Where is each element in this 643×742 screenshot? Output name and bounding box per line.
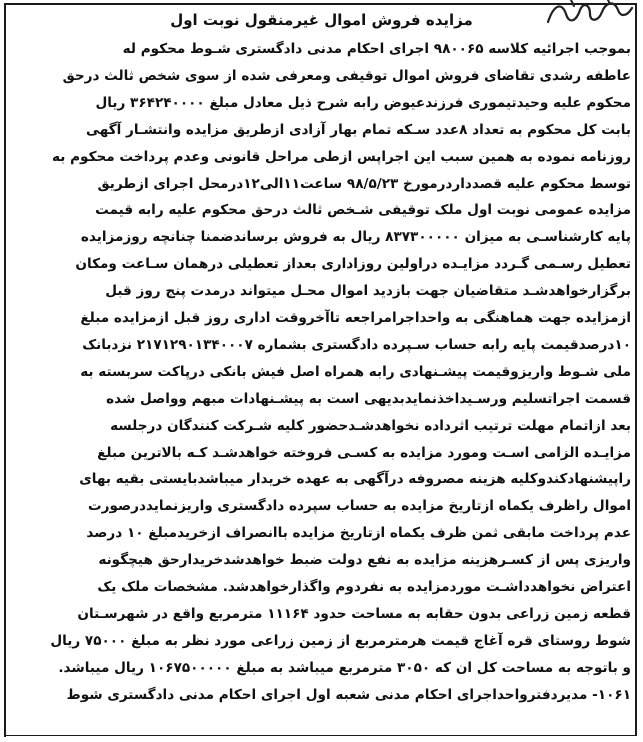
notice-line: ملی شـوط واریزوقیمت پیشـنهادی رابه همراه اصل فیش بانکی درپاکت سربسته به [80, 363, 631, 380]
notice-line: شوط روستای قره آغاج قیمت هرمترمربع از زمین زراعی مورد نظر به مبلغ ۷۵۰۰۰ ریال [50, 632, 631, 649]
notice-line: ازمزایده جهت هماهنگی به واحداجرامراجعه تاآخروقت اداری روز قبل ازمزایده مبلغ [80, 310, 631, 326]
notice-line: روزنامه نموده به همین سبب این اجراپس ازطی مراحل قانونی وعدم پرداخت محکوم به [52, 148, 631, 165]
notice-line: اعتراض نخواهدداشـت موردمزایده به نفردوم واگذارخواهدشد. مشخصات ملک یک [97, 579, 631, 595]
notice-line: بابت کل محکوم به تعداد ۸عدد سـکه تمام بهار آزادی ازطریق مزایده وانتشـار آگهی [85, 121, 631, 138]
notice-line: اموال راظرف یکماه ازتاریخ مزایده به حساب سپرده دادگستری واریزنمایددرصورت [87, 498, 631, 515]
notice-line: تعطیل رسـمی گـردد مزایـده دراولین روزاداری بعداز تعطیلی درهمان سـاعت ومکان [75, 256, 631, 273]
notice-line: و باتوجه به مساحت کل ان که ۳۰۵۰ مترمربع میباشد به مبلغ ۱۰۶۷۵۰۰۰۰۰ ریال میباشد. [58, 659, 631, 676]
notice-line: مزایـده الزامی اسـت ومورد مزایده به کسـی فروخته خواهدشـد کـه بالاترین مبلغ [97, 444, 631, 461]
notice-line: قسمت اجراتسلیم ورسـیداخذنمایدبدیهی است به پیشـنهادات مبهم وواصل شده [106, 390, 631, 407]
notice-line: قطعه زمین زراعی بدون حقابه به مساحت حدود ۱۱۱۶۴ مترمربع واقع در شهرسـتان [77, 605, 631, 622]
notice-line: مزایده عمومی نوبت اول ملک توقیفی شـخص ثالث درحق محکوم علیه رابه قیمت [95, 202, 631, 219]
page-bottom-edge [6, 736, 637, 742]
notice-line: توسط محکوم علیه قصدداردرمورخ ۹۸/۵/۲۳ ساعت۱۱الی۱۲درمحل اجرای ازطریق [97, 175, 631, 192]
notice-line: ۱۰درصدقیمت پایه رابه حساب سـپرده دادگستری بشماره ۲۱۷۱۲۹۰۱۳۴۰۰۰۷ نزدبانک [82, 336, 631, 353]
notice-line: ۱۰۶۱- مدیردفترواحداجرای احکام مدنی شعبه اول اجرای احکام مدنی دادگستری شوط [66, 686, 631, 703]
notice-title: مزایده فروش اموال غیرمنقول نوبت اول [170, 11, 473, 29]
notice-line: واریزی پس از کسـرهزینه مزایده به نفع دولت ضبط خواهدشدخریدارحق هیچگونه [98, 552, 631, 569]
notice-line: بعد ازاتمام مهلت ترتیب اثرداده نخواهدشـدحضور کلیه شـرکت کنندگان درجلسه [110, 417, 631, 434]
notice-line: بموجب اجرائیه کلاسه ۹۸۰۰۶۵ اجرای احکام مدنی دادگستری شـوط محکوم له [122, 41, 631, 57]
notice-line: عاطفه رشدی تقاضای فروش اموال توقیفی ومعرفی شده از سوی شخص ثالث درحق [62, 67, 631, 84]
notice-line: محکوم علیه وحیدتیموری فرزندعیوض رابه شرح ذیل معادل مبلغ ۳۶۴۲۴۰۰۰۰ ریال [95, 94, 631, 111]
notice-line: برگزارخواهدشـد متقاضیان جهت بازدید اموال محـل میتواند درمدت پنج روز قبل [105, 283, 631, 300]
notice-line: پایه کارشناسـی به میزان ۸۳۷۳۰۰۰۰۰ ریال به فروش برساندضمنا چنانچه روزمزایده [80, 229, 631, 246]
notice-line: راپیشنهادکندوکلیه هزینه مصروفه درآگهی به عهده خریدار میباشدبایستی بقیه بهای [79, 471, 631, 488]
notice-line: عدم پرداخت مابقی ثمن ظرف یکماه ازتاریخ مزایده باانصراف ازخریدمبلغ ۱۰ درصد [86, 525, 631, 542]
